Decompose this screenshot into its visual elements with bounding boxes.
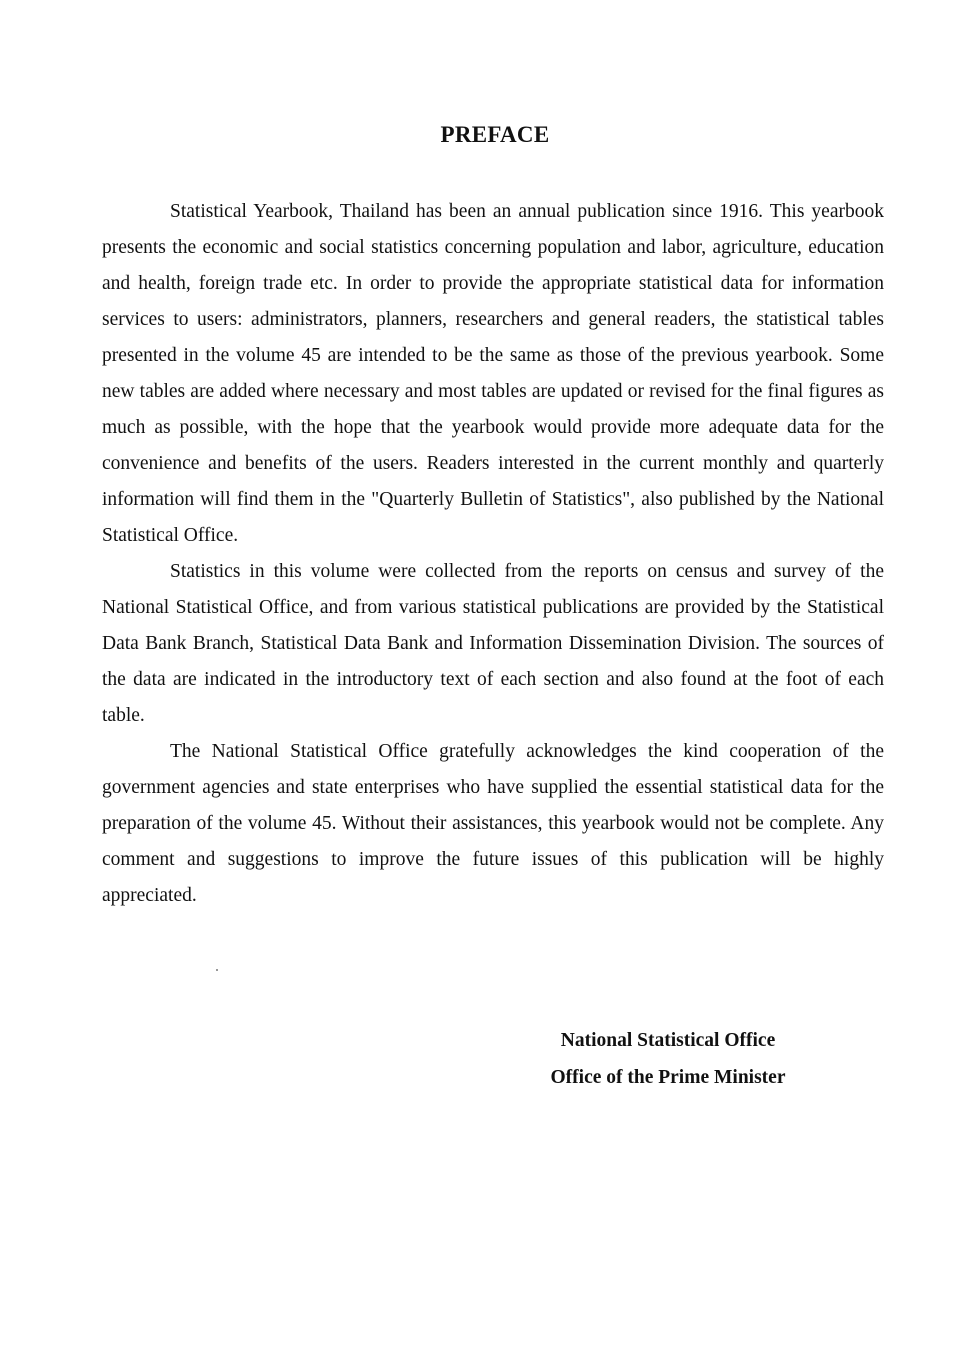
paragraph-acknowledgement: The National Statistical Office gratefully acknowledges the kind cooperation of the government agencies and state enterprises who have supplied the essential statistical data for the preparation of the volume 45. Without their assistances, this yearbook would not be complete. Any comment and suggestions to improve the future issues of this publication will be highly appreciated. xyxy=(102,741,884,906)
paragraph-intro: Statistical Yearbook, Thailand has been an annual publication since 1916. This yearbook presents the economic and social statistics concerning population and labor, agriculture, education and health, foreign trade etc. In order to provide the appropriate statistical data for information services to users: administrators, planners, researchers and general readers, the statistical tables presented in the volume 45 are intended to be the same as those of the previous yearbook. Some new tables are added where necessary and most tables are updated or revised for the final figures as much as possible, with the hope that the yearbook would provide more adequate data for the convenience and benefits of the users. Readers interested in the current monthly and quarterly information will find them in the "Quarterly Bulletin of Statistics", also published by the National Statistical Office. xyxy=(102,201,884,546)
signature-ministry: Office of the Prime Minister xyxy=(550,1067,786,1088)
scan-speck xyxy=(216,969,218,971)
preface-body xyxy=(102,194,884,914)
signature-office: National Statistical Office xyxy=(560,1030,776,1051)
page-title: PREFACE xyxy=(440,122,550,147)
paragraph-sources: Statistics in this volume were collected from the reports on census and survey of the National Statistical Office, and from various statistical publications are provided by the Statistical Data Bank Branch, Statistical Data Bank and Information Dissemination Division. The sources of the data are indicated in the introductory text of each section and also found at the foot of each table. xyxy=(102,561,884,726)
signature-block xyxy=(518,1022,818,1096)
